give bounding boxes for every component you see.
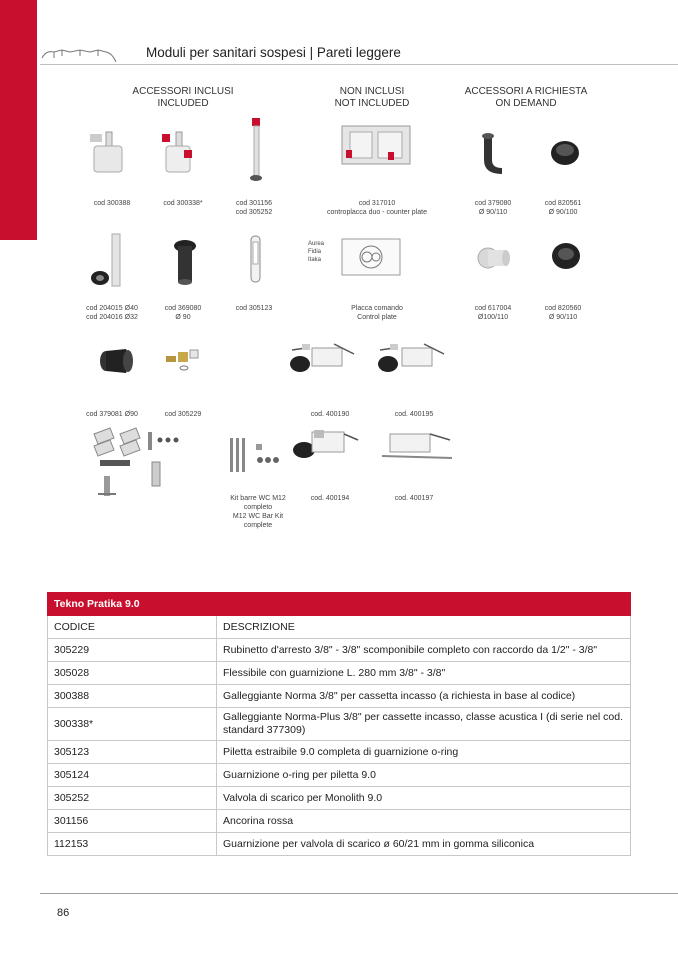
rubber-reducer-image (550, 240, 582, 272)
gasket-sleeve-image (476, 244, 510, 272)
plate-name-itaka: Itaka (308, 257, 322, 263)
caption-379081: cod 379081 Ø90 (86, 411, 138, 418)
row-description: Piletta estraibile 9.0 completa di guarnizione o-ring (217, 741, 631, 764)
caption-301156 (199, 199, 309, 217)
frame-kit-400194-image (290, 426, 360, 464)
row-description: Guarnizione per valvola di scarico ø 60/21 mm in gomma siliconica (217, 833, 631, 856)
plate-name-aurea: Aurea (308, 241, 325, 247)
section-not-included-line2: NOT INCLUDED (334, 98, 410, 109)
table-row (48, 787, 631, 810)
caption-820560-line1: cod 820560 (544, 305, 582, 312)
table-row (48, 810, 631, 833)
page-number: 86 (57, 907, 70, 919)
row-code: 305123 (48, 741, 217, 764)
plate-name-fidia: Fidia (308, 249, 322, 255)
float-valve-plus-image (158, 130, 198, 182)
caption-400197: cod. 400197 (394, 495, 434, 502)
caption-204015-line2: cod 204016 Ø32 (86, 314, 138, 321)
caption-control-plate-line2: Control plate (357, 314, 397, 321)
counter-plate-image (340, 122, 412, 168)
caption-301156-line1: cod 301156 (235, 200, 273, 207)
caption-820561 (508, 199, 618, 217)
section-included (108, 86, 258, 110)
caption-820561-line1: cod 820561 (544, 200, 582, 207)
offset-pipe-image (98, 346, 138, 376)
row-code: 305124 (48, 764, 217, 787)
caption-305229: cod 305229 (164, 411, 202, 418)
section-on-demand-line1: ACCESSORI A RICHIESTA (464, 86, 588, 97)
footer-divider (40, 893, 678, 894)
red-side-tab (0, 0, 37, 240)
caption-379080-line2: Ø 90/110 (478, 209, 508, 216)
row-description: Galleggiante Norma-Plus 3/8" per cassette incasso, classe acustica I (di serie nel cod. standard 377309) (217, 708, 631, 741)
removable-drain-image (246, 232, 266, 290)
pipe-and-gasket-image (90, 232, 130, 290)
caption-820560 (508, 304, 618, 322)
caption-305123: cod 305123 (235, 305, 273, 312)
section-included-line1: ACCESSORI INCLUSI (132, 86, 234, 97)
caption-369080-line1: cod 369080 (164, 305, 202, 312)
caption-bar-kit-line2: completo (243, 504, 273, 511)
caption-617004-line1: cod 617004 (474, 305, 512, 312)
row-code: 305252 (48, 787, 217, 810)
table-row (48, 833, 631, 856)
row-description: Valvola di scarico per Monolith 9.0 (217, 787, 631, 810)
section-on-demand-line2: ON DEMAND (495, 98, 557, 109)
row-code: 301156 (48, 810, 217, 833)
caption-300388: cod 300388 (93, 200, 131, 207)
control-plate-image (340, 237, 402, 277)
caption-control-plate-line1: Placca comando (351, 305, 403, 312)
table-row (48, 764, 631, 787)
table-title: Tekno Pratika 9.0 (48, 593, 217, 616)
caption-820560-line2: Ø 90/110 (548, 314, 578, 321)
header-description: DESCRIZIONE (217, 616, 631, 639)
row-description: Ancorina rossa (217, 810, 631, 833)
bracket-kit-image (90, 424, 186, 498)
elbow-pipe-image (478, 130, 508, 176)
plate-names (308, 240, 324, 264)
frame-kit-400190-image (288, 340, 358, 376)
caption-617004-line2: Ø100/110 (477, 314, 509, 321)
table-row (48, 639, 631, 662)
caption-301156-line2: cod 305252 (235, 209, 273, 216)
table-row (48, 741, 631, 764)
caption-control-plate (317, 304, 437, 322)
row-code: 305028 (48, 662, 217, 685)
table-row (48, 708, 631, 741)
connection-pipe-image (170, 238, 200, 286)
row-code: 300338* (48, 708, 217, 741)
caption-369080-line2: Ø 90 (175, 314, 191, 321)
reducer-image (548, 138, 582, 168)
row-description: Galleggiante Norma 3/8" per cassetta incasso (a richiesta in base al codice) (217, 685, 631, 708)
caption-400190: cod. 400190 (310, 411, 350, 418)
caption-300338: cod 300338* (163, 200, 203, 207)
caption-bar-kit-line3: M12 WC Bar Kit (232, 513, 284, 520)
header-code: CODICE (48, 616, 217, 639)
section-on-demand (451, 86, 601, 110)
spec-table (47, 592, 631, 856)
drain-valve-image (246, 118, 266, 186)
section-not-included (297, 86, 447, 110)
caption-317010-line2: controplacca duo - counter plate (326, 209, 427, 216)
caption-bar-kit-line1: Kit barre WC M12 (230, 495, 286, 502)
table-header-row (48, 616, 631, 639)
row-description: Rubinetto d'arresto 3/8" - 3/8" scomponibile completo con raccordo da 1/2" - 3/8" (217, 639, 631, 662)
frame-kit-400195-image (376, 340, 446, 376)
caption-379080-line1: cod 379080 (474, 200, 512, 207)
row-description: Flessibile con guarnizione L. 280 mm 3/8" - 3/8" (217, 662, 631, 685)
caption-317010-line1: cod 317010 (358, 200, 396, 207)
section-included-line2: INCLUDED (157, 98, 209, 109)
bar-kit-image (226, 436, 282, 476)
page-header-title: Moduli per sanitari sospesi | Pareti leggere (146, 45, 401, 60)
row-description: Guarnizione o-ring per piletta 9.0 (217, 764, 631, 787)
section-not-included-line1: NON INCLUSI (339, 86, 405, 97)
caption-317010 (317, 199, 437, 217)
table-title-filler (217, 593, 631, 616)
frame-kit-400197-image (380, 428, 454, 464)
caption-204015-line1: cod 204015 Ø40 (86, 305, 138, 312)
row-code: 305229 (48, 639, 217, 662)
header-divider (40, 64, 678, 65)
caption-bar-kit-line4: complete (243, 522, 273, 529)
table-row (48, 685, 631, 708)
float-valve-image (88, 130, 128, 182)
table-title-row (48, 593, 631, 616)
caption-820561-line2: Ø 90/100 (548, 209, 578, 216)
caption-400194: cod. 400194 (310, 495, 350, 502)
caption-400195: cod. 400195 (394, 411, 434, 418)
row-code: 300388 (48, 685, 217, 708)
stop-valve-image (162, 346, 202, 372)
table-row (48, 662, 631, 685)
row-code: 112153 (48, 833, 217, 856)
